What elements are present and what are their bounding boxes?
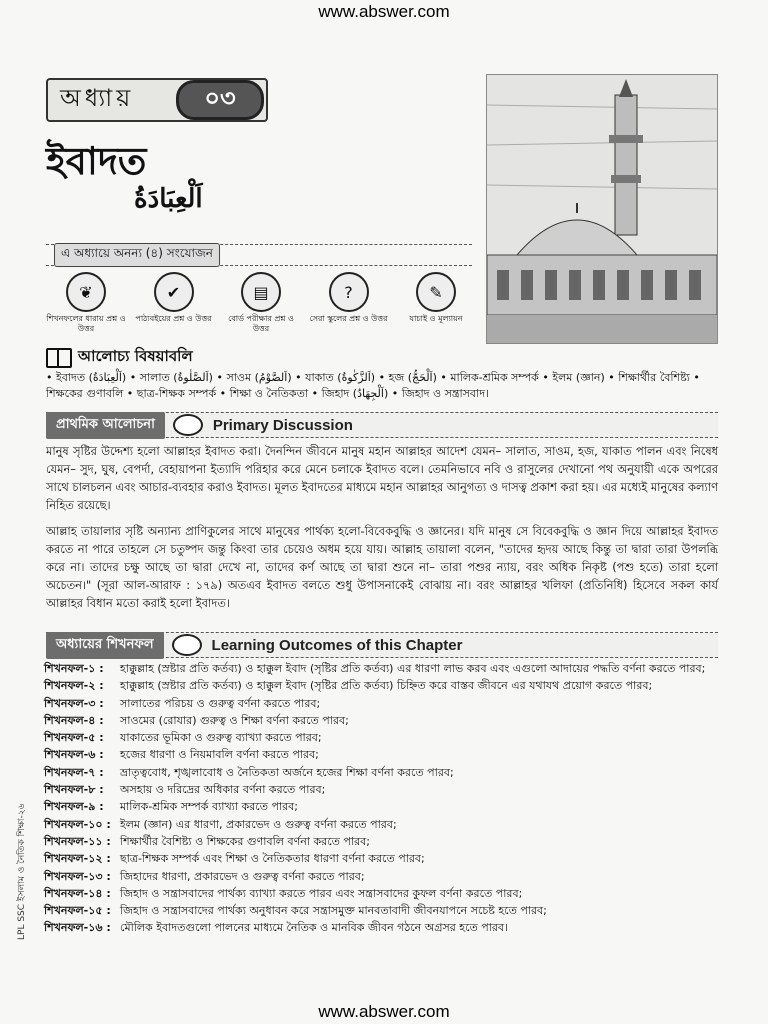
feature-item [221,272,301,340]
check-icon: ✔ [154,272,194,312]
outcome-text: সালাতের পরিচয় ও গুরুত্ব বর্ণনা করতে পারব; [120,696,321,710]
outcome-label: শিখনফল-৫ : [44,731,104,745]
outcome-text: শিক্ষার্থীর বৈশিষ্ট্য ও শিক্ষকের গুণাবলি বর্ণনা করতে পারব; [120,834,370,848]
feature-item [134,272,214,340]
topic-item: • শিক্ষা ও নৈতিকতা [220,387,308,400]
outcome-item [44,902,724,919]
feature-label: শিখনফলের ধারায় প্রশ্ন ও উত্তর [46,314,126,333]
outcome-label: শিখনফল-১৩ : [44,869,111,883]
outcome-text: ছাত্র-শিক্ষক সম্পর্ক এবং শিক্ষা ও নৈতিকতার ধারণা বর্ণনা করতে পারব; [120,852,425,866]
outcome-item [44,868,724,885]
chapter-arabic-title: اَلْعِبَادَةُ [134,184,203,214]
mosque-photo [486,74,718,344]
learning-outcomes-bn: অধ্যায়ের শিখনফল [46,632,164,659]
outcome-item [44,695,724,712]
feature-icons-row [46,272,476,340]
outcome-text: জিহাদ ও সন্ত্রাসবাদের পার্থক্য অনুধাবন করে সন্ত্রাসমুক্ত মানবতাবাদী জীবনযাপনে সচেষ্ট হতে পারব; [120,904,547,918]
outcome-label: শিখনফল-৪ : [44,713,104,727]
site-url-bottom[interactable]: www.abswer.com [318,1002,450,1021]
primary-paragraph-1: মানুষ সৃষ্টির উদ্দেশ্য হলো আল্লাহর ইবাদত করা। দৈনন্দিন জীবনে মানুষ মহান আল্লাহর আদেশ যেমন– সালাত, সাওম, হজ, যাকাত পালন এবং নিষেধ যেমন– সুদ, ঘুষ, বেপর্দা, বেহায়াপনা ইত্যাদি পরিহার করে মেনে চলাকে ইবাদত বলে। তেমনিভাবে নবি ও রাসুলের দেখানো পথ অনুযায়ী একে অপরের সাথে চালচলন এবং আচার-ব্যবহার করাও ইবাদত। মূলত ইবাদতের মাধ্যমে মহান আল্লাহর আনুগত্য ও দাসত্ব প্রকাশ করা হয়। এর মধ্যেই মানুষের কল্যাণ নিহিত রয়েছে। [46,444,718,512]
outcome-label: শিখনফল-৩ : [44,696,104,710]
side-page-label: LPL SSC ইসলাম ও নৈতিক শিক্ষা-২৬ [17,803,27,940]
outcome-label: শিখনফল-১২ : [44,852,111,866]
outcome-item [44,850,724,867]
topic-item: • শিক্ষকের গুণাবলি [46,371,700,400]
outcome-text: ভ্রাতৃত্ববোধ, শৃঙ্খলাবোধ ও নৈতিকতা অর্জনে হজের শিক্ষা বর্ণনা করতে পারব; [120,765,454,779]
learning-outcomes-en: Learning Outcomes of this Chapter [211,636,463,654]
outcome-text: হাক্কুল্লাহ (স্রষ্টার প্রতি কর্তব্য) ও হাক্কুল ইবাদ (সৃষ্টির প্রতি কর্তব্য) এর ধারণা লাভ করব এবং এগুলো আদায়ের পদ্ধতি বর্ণনা করতে পারব; [120,662,706,675]
outcome-text: সাওমের (রোযার) গুরুত্ব ও শিক্ষা বর্ণনা করতে পারব; [120,713,349,727]
outcome-text: যাকাতের ভূমিকা ও গুরুত্ব ব্যাখ্যা করতে পারব; [120,731,322,745]
topic-item: • যাকাত (اَلزَّكٰوةُ) [295,371,375,384]
outcome-label: শিখনফল-১৪ : [44,886,111,900]
feature-item [396,272,476,340]
primary-paragraph-2: আল্লাহ তায়ালার সৃষ্টি অন্যান্য প্রাণিকুলের সাথে মানুষের পার্থক্য হলো-বিবেকবুদ্ধি ও জ্ঞানের। যদি মানুষ সে বিবেকবুদ্ধি ও জ্ঞান দিয়ে আল্লাহর ইবাদত করতে না পারে তাহলে সে চতুষ্পদ জন্তু কিংবা তার চেয়েও অধম হয়ে যায়। আল্লাহ তায়ালা বলেন, "তাদের হৃদয় আছে কিন্তু তা দ্বারা তারা উপলব্ধি করে না। তাদের চক্ষু আছে তা দ্বারা দেখে না, তাদের কর্ণ আছে তা দ্বারা শুনে না– তারা পশুর ন্যায়, বরং অধিক নিকৃষ্ট (পশু হতে) তারা হলো অচেতন।" (সূরা আল-আরাফ : ১৭৯) অতএব ইবাদত বলতে শুধু উপাসনাকেই বোঝায় না। বরং আল্লাহর খলিফা (প্রতিনিধি) হিসেবে সকল কার্য আল্লাহর বিধান মতো করাই হলো ইবাদত। [46,524,718,610]
topics-heading-text: আলোচ্য বিষয়াবলি [78,347,193,365]
topic-item: • হজ (اَلْحَجُّ) [379,371,437,384]
topics-heading [46,345,193,370]
chapter-title: ইবাদত [46,138,147,183]
outcome-item [44,764,724,781]
outcome-label: শিখনফল-৯ : [44,800,104,814]
outcome-item [44,833,724,850]
question-icon: ? [329,272,369,312]
topic-item: • জিহাদ (اَلْجِهَادُ) [312,387,389,400]
topic-item: • মালিক-শ্রমিক সম্পর্ক [440,371,538,384]
outcome-item [44,660,724,677]
outcome-label: শিখনফল-২ : [44,679,104,693]
primary-discussion-en: Primary Discussion [212,416,353,434]
topic-item: • ছাত্র-শিক্ষক সম্পর্ক [127,387,216,400]
outcome-item [44,798,724,815]
outcome-text: মালিক-শ্রমিক সম্পর্ক ব্যাখ্যা করতে পারব; [120,800,299,814]
topic-item: • ইলম (জ্ঞান) [542,371,604,384]
outcome-item [44,729,724,746]
outcome-item [44,885,724,902]
feature-item [309,272,389,340]
chapter-number: ০৩ [176,80,264,120]
outcome-text: মৌলিক ইবাদতগুলো পালনের মাধ্যমে নৈতিক ও মানবিক জীবন গঠনে অগ্রসর হতে পারব। [120,921,509,935]
chapter-word: অধ্যায় [60,84,135,112]
book-icon [46,348,72,368]
topic-item: • সালাত (اَلصَّلٰوةُ) [130,371,213,384]
feature-label: সেরা স্কুলের প্রশ্ন ও উত্তর [309,314,388,323]
outcome-item [44,746,724,763]
feature-item [46,272,126,340]
outcome-text: অসহায় ও দরিদ্রের অধিকার বর্ণনা করতে পারব; [120,783,326,797]
board-icon: ▤ [241,272,281,312]
special-additions-bar [46,244,472,266]
outcome-item [44,816,724,833]
outcome-text: জিহাদের ধারণা, প্রকারভেদ ও গুরুত্ব বর্ণনা করতে পারব; [120,869,365,883]
topics-list [46,370,718,402]
outcome-item [44,677,724,694]
outcome-label: শিখনফল-৬ : [44,748,104,762]
outcome-label: শিখনফল-১০ : [44,817,111,831]
outcomes-list [44,660,724,937]
pen-icon: ✎ [416,272,456,312]
outcome-item [44,712,724,729]
topic-item: • জিহাদ ও সন্ত্রাসবাদ। [392,387,489,400]
outcome-label: শিখনফল-৮ : [44,783,104,797]
feature-label: যাচাই ও মূল্যায়ন [409,314,463,323]
site-url-top[interactable]: www.abswer.com [318,2,450,21]
outcome-text: ইলম (জ্ঞান) এর ধারণা, প্রকারভেদ ও গুরুত্ব বর্ণনা করতে পারব; [120,817,397,831]
outcome-item [44,919,724,936]
chapter-tag [46,78,268,122]
outcome-label: শিখনফল-১৫ : [44,904,111,918]
topic-item: • সাওম (اَلصَّوْمُ) [216,371,291,384]
outcome-label: শিখনফল-১৬ : [44,921,111,935]
feature-label: পাঠ্যবইয়ের প্রশ্ন ও উত্তর [135,314,212,323]
outcome-text: জিহাদ ও সন্ত্রাসবাদের পার্থক্য ব্যাখ্যা করতে পারব এবং সন্ত্রাসবাদের কুফল বর্ণনা করতে পারব; [120,886,523,900]
outcome-item [44,781,724,798]
outcome-label: শিখনফল-৭ : [44,765,104,779]
mosque-illustration [487,75,717,343]
outcome-label: শিখনফল-১ : [44,662,104,675]
special-additions-label: এ অধ্যায়ে অনন্য (৪) সংযোজন [54,243,220,267]
outcome-label: শিখনফল-১১ : [44,834,111,848]
primary-discussion-bn: প্রাথমিক আলোচনা [46,412,165,439]
learning-outcomes-header [46,632,718,658]
topic-item: • ইবাদত (اَلْعِبَادَةُ) [46,371,126,384]
feature-label: বোর্ড পরীক্ষার প্রশ্ন ও উত্তর [228,314,294,333]
topic-item: • শিক্ষার্থীর বৈশিষ্ট্য [608,371,690,384]
primary-discussion-header [46,412,718,438]
outcome-text: হাক্কুল্লাহ (স্রষ্টার প্রতি কর্তব্য) ও হাক্কুল ইবাদ (সৃষ্টির প্রতি কর্তব্য) চিহ্নিত করে বাস্তব জীবনে এর যথাযথ প্রয়োগ করতে পারব; [120,679,653,693]
eye-icon [173,414,203,436]
bulb-icon [172,634,202,656]
outcome-text: হজের ধারণা ও নিয়মাবলি বর্ণনা করতে পারব; [120,748,319,762]
leaf-icon: ❦ [66,272,106,312]
